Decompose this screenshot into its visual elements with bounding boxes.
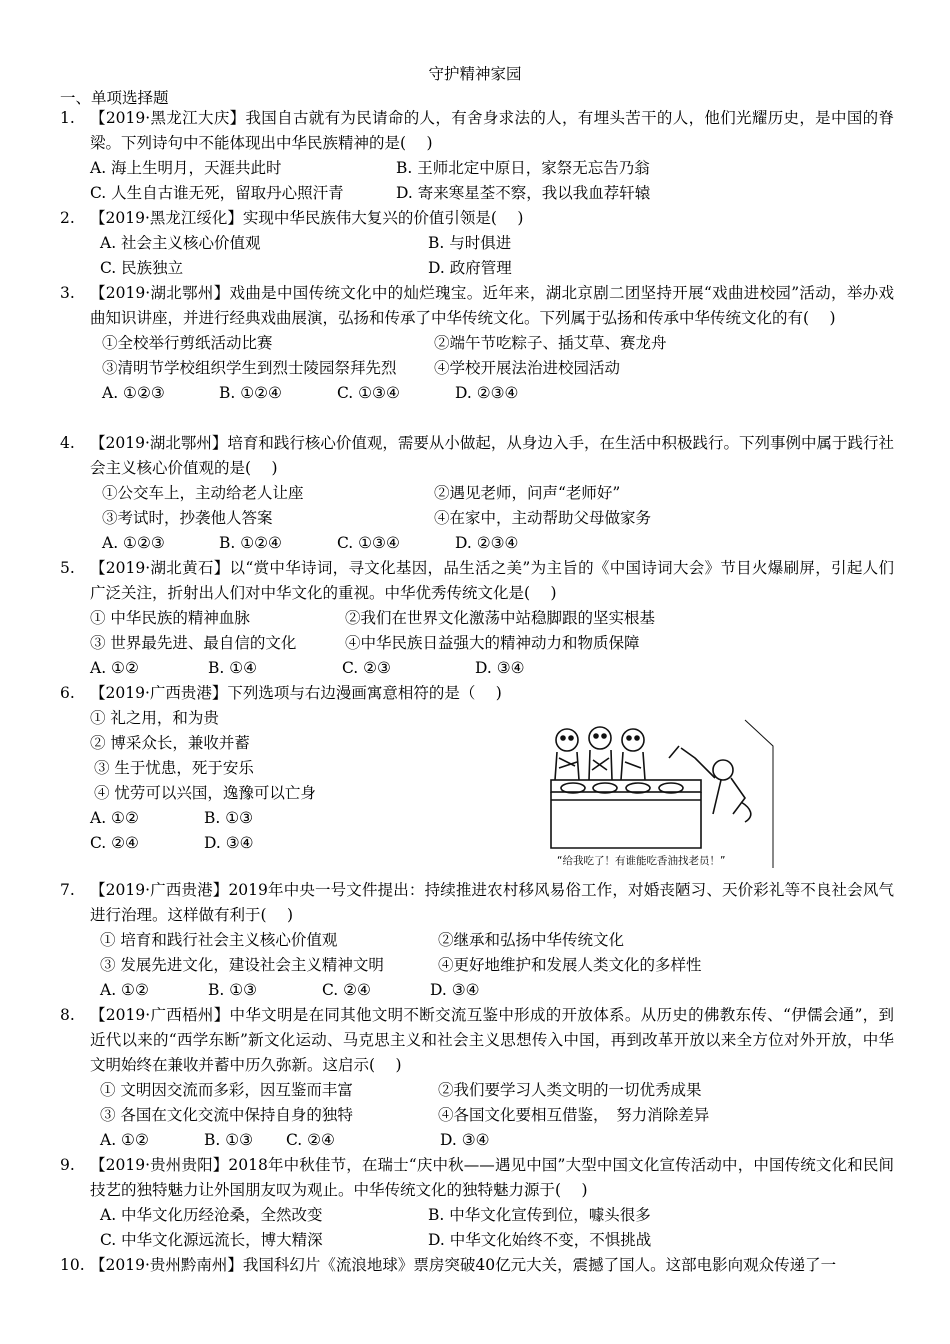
option-b: B. ①③ [204, 1131, 254, 1149]
option-b: B. ①②④ [219, 534, 282, 552]
option-d: D. ③④ [430, 981, 480, 999]
option-c: C. 中华文化源远流长，博大精深 [100, 1231, 323, 1249]
option-b: B. ①②④ [219, 384, 282, 402]
question-stem: 【2019·湖北黄石】以“赏中华诗词，寻文化基因，品生活之美”为主旨的《中国诗词大会》节目火爆刷屏，引起人们广泛关注，折射出人们对中华文化的重视。中华优秀传统文化是( ) [90, 559, 894, 602]
statement-3: ③考试时，抄袭他人答案 [102, 509, 273, 527]
question-3 [60, 281, 894, 406]
question-stem: 【2019·贵州黔南州】我国科幻片《流浪地球》票房突破40亿元大关，震撼了国人。这部电影向观众传递了一 [90, 1256, 837, 1274]
option-a: A. ①②③ [102, 384, 165, 402]
cartoon-drawing [545, 718, 775, 873]
option-a: A. 海上生明月，天涯共此时 [90, 159, 282, 177]
option-d: D. ②③④ [455, 384, 519, 402]
statement-2: ②继承和弘扬中华传统文化 [438, 931, 625, 949]
statement-3: ③ 发展先进文化，建设社会主义精神文明 [100, 956, 384, 974]
statement-4: ④学校开展法治进校园活动 [434, 359, 621, 377]
statement-4: ④各国文化要相互借鉴， 努力消除差异 [438, 1106, 710, 1124]
option-a: A. ①② [100, 1131, 149, 1149]
option-a: A. 中华文化历经沧桑，全然改变 [100, 1206, 323, 1224]
page-title: 守护精神家园 [428, 65, 522, 83]
question-number: 3. [60, 284, 75, 302]
option-d: D. ③④ [475, 659, 525, 677]
option-b: B. ①④ [208, 659, 258, 677]
option-a: A. 社会主义核心价值观 [100, 234, 261, 252]
option-d: D. ③④ [440, 1131, 490, 1149]
statement-4: ④中华民族日益强大的精神动力和物质保障 [345, 634, 640, 652]
question-9 [60, 1153, 894, 1253]
question-2 [60, 206, 894, 281]
question-8 [60, 1003, 894, 1153]
question-number: 2. [60, 209, 75, 227]
option-b: B. ①③ [208, 981, 258, 999]
cartoon-image [545, 718, 775, 873]
question-4 [60, 431, 894, 556]
statement-2: ②我们在世界文化激荡中站稳脚跟的坚实根基 [345, 609, 656, 627]
option-a: A. ①② [100, 981, 149, 999]
question-1 [60, 106, 894, 206]
option-c: C. ①③④ [337, 534, 400, 552]
option-c: C. ②④ [286, 1131, 335, 1149]
statement-1: ① 培育和践行社会主义核心价值观 [100, 931, 338, 949]
question-number: 6. [60, 684, 75, 702]
question-7 [60, 878, 894, 1003]
question-stem: 【2019·黑龙江大庆】我国自古就有为民请命的人，有舍身求法的人，有埋头苦干的人，他们光耀历史，是中国的脊梁。下列诗句中不能体现出中华民族精神的是( ) [90, 109, 894, 152]
question-10 [60, 1253, 894, 1278]
statement-4: ④在家中，主动帮助父母做家务 [434, 509, 652, 527]
statement-1: ① 文明因交流而多彩，因互鉴而丰富 [100, 1081, 353, 1099]
question-number: 7. [60, 881, 75, 899]
option-b: B. 王师北定中原日，家祭无忘告乃翁 [396, 159, 650, 177]
statement-3: ③ 世界最先进、最自信的文化 [90, 634, 297, 652]
option-c: C. 民族独立 [100, 259, 184, 277]
option-d: D. 中华文化始终不变，不惧挑战 [428, 1231, 652, 1249]
option-d: D. 政府管理 [428, 259, 512, 277]
question-stem: 【2019·湖北鄂州】戏曲是中国传统文化中的灿烂瑰宝。近年来，湖北京剧二团坚持开展“戏曲进校园”活动，举办戏曲知识讲座，并进行经典戏曲展演，弘扬和传承了中华传统文化。下列属于弘扬和传承中华传统文化的有( ) [90, 284, 894, 327]
option-a: A. ①② [90, 659, 139, 677]
question-number: 1. [60, 109, 75, 127]
option-b: B. ①③ [204, 809, 254, 827]
statement-2: ② 博采众长，兼收并蓄 [90, 734, 250, 752]
question-stem: 【2019·广西贵港】2019年中央一号文件提出：持续推进农村移风易俗工作，对婚丧陋习、天价彩礼等不良社会风气进行治理。这样做有利于( ) [90, 881, 894, 924]
cartoon-caption: “给我吃了！有谁能吃香油找老员！” [557, 855, 726, 867]
statement-2: ②遇见老师，问声“老师好” [434, 484, 621, 502]
section-heading: 一、单项选择题 [60, 89, 169, 107]
option-c: C. ②③ [342, 659, 391, 677]
statement-1: ①全校举行剪纸活动比赛 [102, 334, 273, 352]
statement-3: ③ 各国在文化交流中保持自身的独特 [100, 1106, 353, 1124]
statement-4: ④ 忧劳可以兴国，逸豫可以亡身 [94, 784, 316, 802]
statement-2: ②端午节吃粽子、插艾草、赛龙舟 [434, 334, 667, 352]
option-a: A. ①② [90, 809, 139, 827]
question-stem: 【2019·广西梧州】中华文明是在同其他文明不断交流互鉴中形成的开放体系。从历史的佛教东传、“伊儒会通”，到近代以来的“西学东断”新文化运动、马克思主义和社会主义思想传入中国，再到改革开放以来全方位对外开放，中华文明始终在兼收并蓄中历久弥新。这启示( ) [90, 1006, 894, 1074]
question-stem: 【2019·广西贵港】下列选项与右边漫画寓意相符的是（ ) [90, 684, 502, 702]
option-d: D. ③④ [204, 834, 254, 852]
option-c: C. ②④ [90, 834, 139, 852]
question-number: 10. [60, 1256, 85, 1274]
question-5 [60, 556, 894, 681]
question-number: 9. [60, 1156, 75, 1174]
option-c: C. 人生自古谁无死，留取丹心照汗青 [90, 184, 344, 202]
option-d: D. 寄来寒星荃不察，我以我血荐轩辕 [396, 184, 651, 202]
option-b: B. 中华文化宣传到位，噱头很多 [428, 1206, 651, 1224]
statement-1: ①公交车上，主动给老人让座 [102, 484, 304, 502]
statement-4: ④更好地维护和发展人类文化的多样性 [438, 956, 702, 974]
option-b: B. 与时俱进 [428, 234, 512, 252]
option-c: C. ①③④ [337, 384, 400, 402]
statement-1: ① 中华民族的精神血脉 [90, 609, 250, 627]
statement-3: ③清明节学校组织学生到烈士陵园祭拜先烈 [102, 359, 397, 377]
option-c: C. ②④ [322, 981, 371, 999]
option-d: D. ②③④ [455, 534, 519, 552]
option-a: A. ①②③ [102, 534, 165, 552]
question-stem: 【2019·黑龙江绥化】实现中华民族伟大复兴的价值引领是( ) [90, 209, 524, 227]
question-stem: 【2019·贵州贵阳】2018年中秋佳节，在瑞士“庆中秋——遇见中国”大型中国文化宣传活动中，中国传统文化和民间技艺的独特魅力让外国朋友叹为观止。中华传统文化的独特魅力源于( ) [90, 1156, 894, 1199]
question-stem: 【2019·湖北鄂州】培育和践行核心价值观，需要从小做起，从身边入手，在生活中积极践行。下列事例中属于践行社会主义核心价值观的是( ) [90, 434, 894, 477]
question-number: 4. [60, 434, 75, 452]
statement-1: ① 礼之用，和为贵 [90, 709, 219, 727]
question-number: 5. [60, 559, 75, 577]
question-number: 8. [60, 1006, 75, 1024]
statement-3: ③ 生于忧患，死于安乐 [94, 759, 254, 777]
statement-2: ②我们要学习人类文明的一切优秀成果 [438, 1081, 702, 1099]
